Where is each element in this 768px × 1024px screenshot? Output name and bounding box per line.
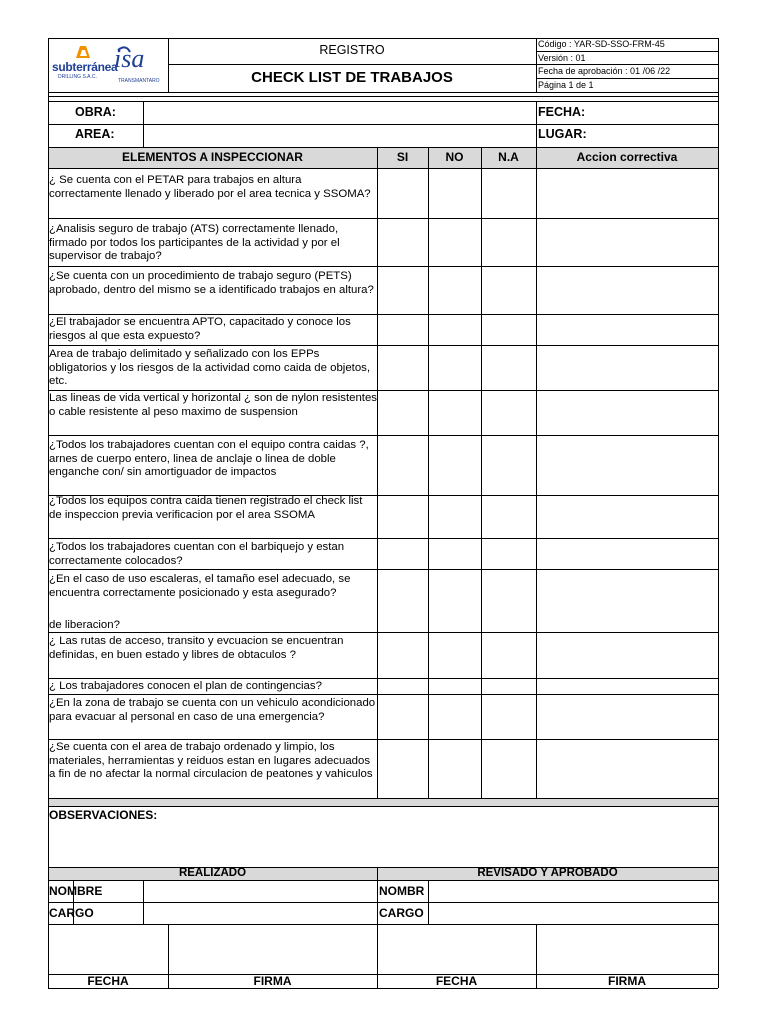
logo-tagline: DRILLING S.A.C. [58, 74, 97, 80]
nombre-left-field[interactable] [144, 881, 377, 902]
col-elementos: ELEMENTOS A INSPECCIONAR [122, 150, 303, 164]
checklist-item: ¿Se cuenta con el area de trabajo ordenado y limpio, los materiales, herramientas y reiduos estan en lugares adecuados a fin de no afectar la normal circulacion de peatones y vahiculos [49, 741, 373, 781]
col-accion: Accion correctiva [576, 150, 678, 164]
cargo-left-field[interactable] [144, 903, 377, 924]
checklist-item: ¿ Se cuenta con el PETAR para trabajos en altura correctamente llenado y liberado por el area tecnica y SSOMA? [49, 174, 371, 200]
nombre-left-label: NOMBRE [49, 884, 103, 898]
doc-approval-date: Fecha de aprobación : 01 /06 /22 [538, 66, 671, 76]
obra-field[interactable] [144, 102, 536, 124]
nombre-right-label: NOMBR [379, 884, 425, 898]
checklist-item: ¿Todos los equipos contra caida tienen registrado el check list de inspeccion previa verificacion por el area SSOMA [49, 495, 363, 521]
firma-right-label: FIRMA [608, 974, 646, 988]
fecha-right-box[interactable] [378, 925, 536, 974]
answer-cell-si[interactable] [378, 169, 428, 218]
checklist-item: ¿Analisis seguro de trabajo (ATS) correctamente llenado, firmado por todos los participantes de la actividad y por el supervisor de trabajo? [49, 223, 340, 263]
checklist-item: ¿ Las rutas de acceso, transito y evcuacion se encuentran definidas, en buen estado y libres de obtaculos ? [49, 635, 344, 661]
checklist-item: Area de trabajo delimitado y señalizado con los EPPs obligatorios y los riesgos de la actividad como caida de objetos, etc. [49, 348, 371, 388]
logo-company-text: subterránea [52, 60, 118, 74]
doc-code: Código : YAR-SD-SSO-FRM-45 [538, 39, 665, 49]
nombre-right-field[interactable] [429, 881, 718, 902]
col-si: SI [396, 150, 409, 164]
cargo-right-label: CARGO [379, 906, 424, 920]
checklist-item: ¿ Los trabajadores conocen el plan de contingencias? [49, 680, 322, 692]
doc-type: REGISTRO [319, 43, 385, 57]
area-field[interactable] [144, 125, 536, 147]
fecha-right-label: FECHA [435, 974, 478, 988]
lugar-field[interactable] [592, 125, 718, 147]
checklist-item: ¿Se cuenta con un procedimiento de trabajo seguro (PETS) aprobado, dentro del mismo se a identificado trabajos en altura? [49, 270, 374, 296]
cargo-right-field[interactable] [429, 903, 718, 924]
checklist-item: Las lineas de vida vertical y horizontal ¿ son de nylon resistentes o cable resistente al peso maximo de suspension [49, 392, 377, 418]
firma-left-box[interactable] [169, 925, 377, 974]
doc-page: Página 1 de 1 [538, 80, 594, 90]
checklist-item: ¿Todos los trabajadores cuentan con el equipo contra caidas ?, arnes de cuerpo entero, linea de anclaje o linea de doble enganche con/ sin amortiguador de impactos [49, 439, 369, 479]
fecha-field[interactable] [592, 102, 718, 124]
logo-isa-text: isa [114, 44, 145, 73]
fecha-left-label: FECHA [87, 974, 129, 988]
observaciones-field[interactable] [49, 822, 718, 867]
fecha-left-box[interactable] [49, 925, 168, 974]
lugar-label: LUGAR: [538, 127, 587, 141]
cargo-left-label: CARGO [49, 906, 94, 920]
fecha-label: FECHA: [538, 105, 586, 119]
obra-label: OBRA: [75, 105, 116, 119]
col-no: NO [445, 150, 464, 164]
doc-title: CHECK LIST DE TRABAJOS [251, 69, 453, 86]
checklist-item: ¿El trabajador se encuentra APTO, capacitado y conoce los riesgos al que esta expuesto? [49, 316, 351, 342]
company-logo [52, 42, 164, 90]
realizado-header: REALIZADO [178, 867, 247, 879]
corrective-action-cell[interactable] [537, 169, 718, 218]
checklist-item: ¿En el caso de uso escaleras, el tamaño esel adecuado, se encuentra correctamente posicionado y esta asegurado? [49, 573, 351, 599]
logo-isa-tagline: TRANSMANTARO [118, 78, 160, 84]
doc-version: Versión : 01 [538, 53, 586, 63]
answer-cell-no[interactable] [429, 169, 481, 218]
col-na: N.A [498, 150, 519, 164]
answer-cell-na[interactable] [482, 169, 536, 218]
area-label: AREA: [75, 127, 115, 141]
revisado-header: REVISADO Y APROBADO [477, 867, 618, 879]
checklist-item: ¿Todos los trabajadores cuentan con el barbiquejo y estan correctamente colocados? [49, 541, 345, 567]
firma-left-label: FIRMA [253, 974, 292, 988]
checklist-item: ¿En la zona de trabajo se cuenta con un vehiculo acondicionado para evacuar al personal en caso de una emergencia? [49, 697, 376, 723]
checklist-item: de liberacion? [49, 619, 120, 631]
observaciones-label: OBSERVACIONES: [49, 808, 158, 822]
firma-right-box[interactable] [537, 925, 718, 974]
separator-band [48, 798, 718, 806]
